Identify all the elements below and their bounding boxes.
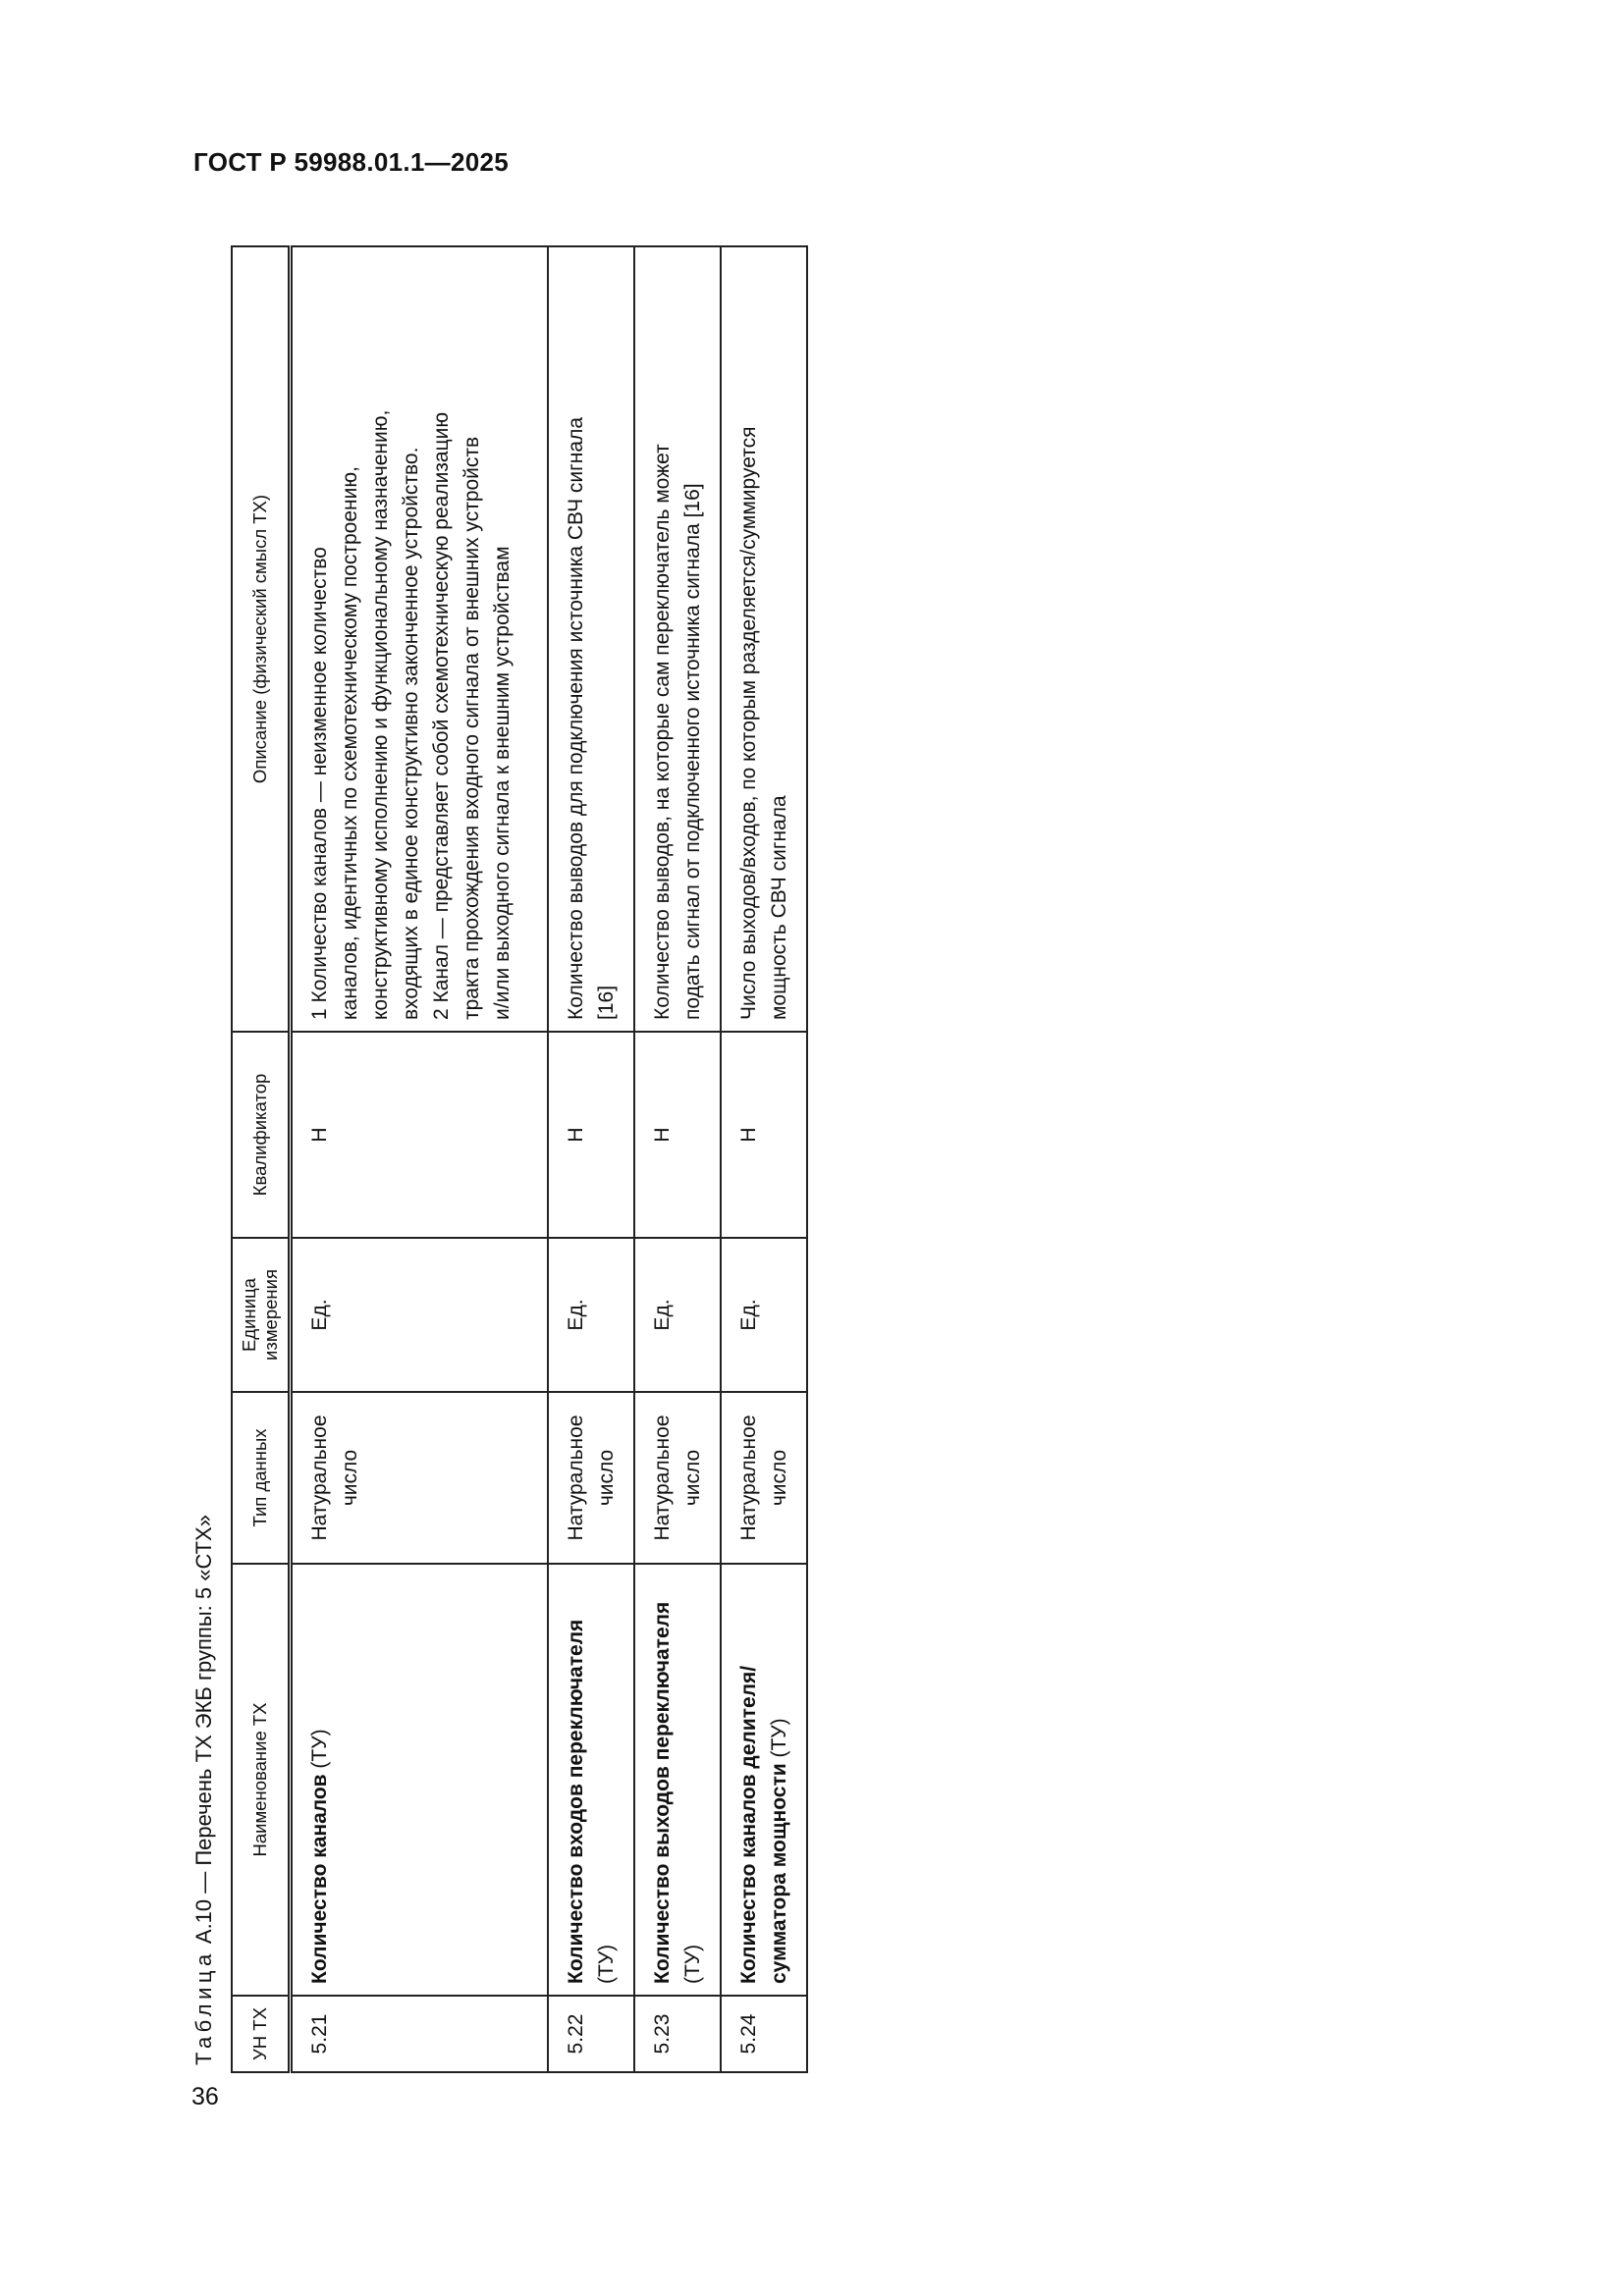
table-row: [634, 246, 721, 2072]
description-line: и/или выходного сигнала к внешним устройствам: [491, 546, 514, 1020]
row-code: 5.23: [634, 1996, 721, 2072]
table-header-row: [232, 246, 291, 2072]
row-unit: Ед.: [548, 1238, 634, 1392]
row-unit: Ед.: [634, 1238, 721, 1392]
table-row: [721, 246, 807, 2072]
row-qualifier: Н: [291, 1032, 548, 1238]
column-header-qualifier: Квалификатор: [232, 1032, 291, 1238]
row-code: 5.22: [548, 1996, 634, 2072]
row-code: 5.21: [291, 1996, 548, 2072]
row-qualifier: Н: [548, 1032, 634, 1238]
row-name-suffix: (ТУ): [308, 1729, 331, 1775]
description-line: тракта прохождения входного сигнала от внешних устройств: [460, 436, 483, 1020]
row-name-suffix: (ТУ): [594, 1944, 618, 1984]
row-qualifier: Н: [634, 1032, 721, 1238]
column-header-name: Наименование ТХ: [232, 1564, 291, 1996]
row-name-suffix: (ТУ): [680, 1944, 704, 1984]
row-description: [291, 246, 548, 1032]
row-name-suffix: (ТУ): [767, 1718, 790, 1764]
description-line: конструктивному исполнению и функциональному назначению,: [369, 409, 392, 1020]
description-line: Количество выводов, на которые сам переключатель может: [650, 444, 674, 1020]
row-name-bold: Количество каналов: [308, 1774, 331, 1984]
description-line: входящих в единое конструктивно законченное устройство.: [400, 447, 422, 1020]
table-caption: [191, 1515, 217, 2065]
page-number: 36: [191, 2083, 219, 2110]
column-header-description: Описание (физический смысл ТХ): [232, 246, 291, 1032]
rotated-table-block: [187, 208, 790, 2073]
row-qualifier: Н: [721, 1032, 807, 1238]
description-line: 1 Количество каналов — неизменное количество: [308, 547, 331, 1020]
row-name-bold: Количество выходов переключателя: [650, 1601, 674, 1984]
description-line: Количество выводов для подключения источника СВЧ сигнала: [564, 416, 587, 1020]
row-name: [291, 1564, 548, 1996]
table-row: [291, 246, 548, 2072]
table-caption-label: Таблица: [191, 1949, 216, 2065]
description-line: каналов, идентичных по схемотехническому построению,: [339, 466, 361, 1020]
row-description: [548, 246, 634, 1032]
row-name: [721, 1564, 807, 1996]
row-description: [634, 246, 721, 1032]
table-caption-text: А.10 — Перечень ТХ ЭКБ группы: 5 «СТХ»: [191, 1515, 216, 1945]
row-name-bold: Количество каналов делителя/ сумматора мощности: [736, 1665, 790, 1984]
description-line: [16]: [594, 985, 618, 1020]
row-unit: Ед.: [721, 1238, 807, 1392]
description-line: Число выходов/входов, по которым разделяется/суммируется: [736, 426, 760, 1020]
row-name: [548, 1564, 634, 1996]
description-line: подать сигнал от подключенного источника сигнала [16]: [680, 483, 704, 1020]
row-name: [634, 1564, 721, 1996]
row-unit: Ед.: [291, 1238, 548, 1392]
characteristics-table: [231, 245, 808, 2073]
row-data-type: Натуральное число: [548, 1392, 634, 1564]
row-data-type: Натуральное число: [291, 1392, 548, 1564]
table-row: [548, 246, 634, 2072]
column-header-code: УН ТХ: [232, 1996, 291, 2072]
row-name-bold: Количество входов переключателя: [564, 1619, 587, 1984]
document-header: ГОСТ Р 59988.01.1—2025: [193, 147, 509, 177]
row-code: 5.24: [721, 1996, 807, 2072]
row-data-type: Натуральное число: [634, 1392, 721, 1564]
column-header-type: Тип данных: [232, 1392, 291, 1564]
column-header-unit: Единица измерения: [232, 1238, 291, 1392]
row-data-type: Натуральное число: [721, 1392, 807, 1564]
description-line: мощность СВЧ сигнала: [767, 795, 790, 1020]
row-description: [721, 246, 807, 1032]
description-line: 2 Канал — представляет собой схемотехническую реализацию: [430, 411, 453, 1020]
